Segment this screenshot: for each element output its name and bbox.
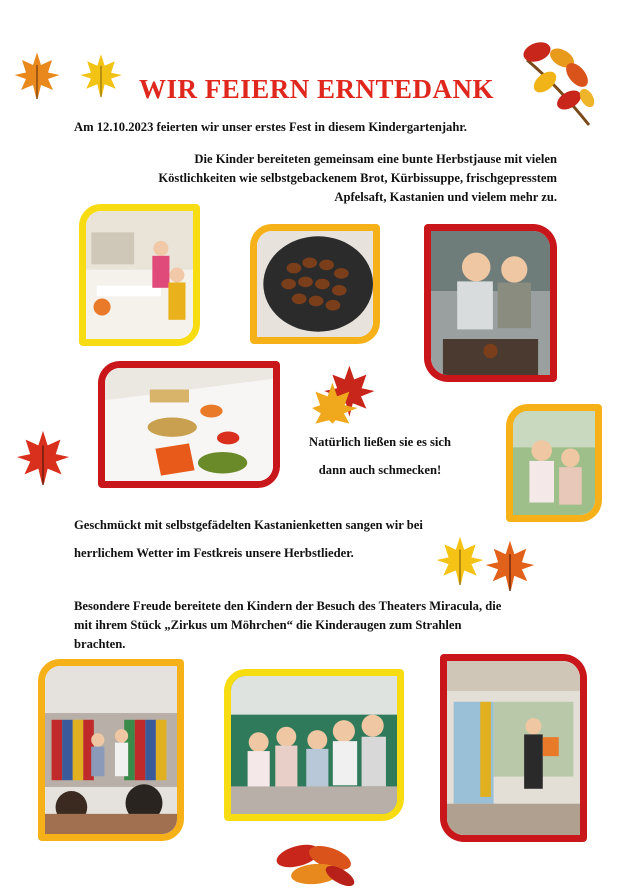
jause-line-2: Köstlichkeiten wie selbstgebackenem Brot, Kürbissuppe, frischgepresstem xyxy=(158,171,557,185)
intro-paragraph: Am 12.10.2023 feierten wir unser erstes Fest in diesem Kindergartenjahr. xyxy=(74,120,467,134)
theater-paragraph xyxy=(74,597,501,654)
jause-paragraph xyxy=(60,150,557,207)
maple-leaf-icon-red-left xyxy=(14,428,72,486)
lieder-line-1: Geschmückt mit selbstgefädelten Kastanienketten sangen wir bei xyxy=(74,518,423,532)
photo-children-watching xyxy=(224,669,404,821)
photo-girls-eating xyxy=(506,404,602,522)
photo-buffet-table xyxy=(98,361,280,488)
maple-leaf-icon-orange-right xyxy=(482,538,538,592)
theater-line-2: mit ihrem Stück „Zirkus um Möhrchen“ die Kinderaugen zum Strahlen xyxy=(74,618,462,632)
photo-boys-chestnuts xyxy=(424,224,557,382)
page-title: WIR FEIERN ERNTEDANK xyxy=(138,74,495,104)
jause-line-1: Die Kinder bereiteten gemeinsam eine bunte Herbstjause mit vielen xyxy=(194,152,557,166)
theater-line-3: brachten. xyxy=(74,637,126,651)
lieder-line-2: herrlichem Wetter im Festkreis unsere Herbstlieder. xyxy=(74,546,354,560)
maple-leaf-icon-yellow-right xyxy=(434,534,486,586)
photo-kitchen-children xyxy=(79,204,200,346)
schmecken-line-2: dann auch schmecken! xyxy=(318,463,442,477)
photo-theater-actor xyxy=(440,654,587,842)
lieder-paragraph xyxy=(74,511,423,567)
schmecken-text xyxy=(300,428,460,484)
theater-line-1: Besondere Freude bereitete den Kindern der Besuch des Theaters Miracula, die xyxy=(74,599,502,613)
photo-chestnut-pan xyxy=(250,224,380,344)
schmecken-line-1: Natürlich ließen sie es sich xyxy=(308,435,452,449)
leaf-cluster-icon-middle xyxy=(312,362,380,424)
photo-theater-stage xyxy=(38,659,184,841)
leaf-cluster-icon-bottom xyxy=(270,838,362,890)
jause-line-3: Apfelsaft, Kastanien und vielem mehr zu. xyxy=(334,190,557,204)
